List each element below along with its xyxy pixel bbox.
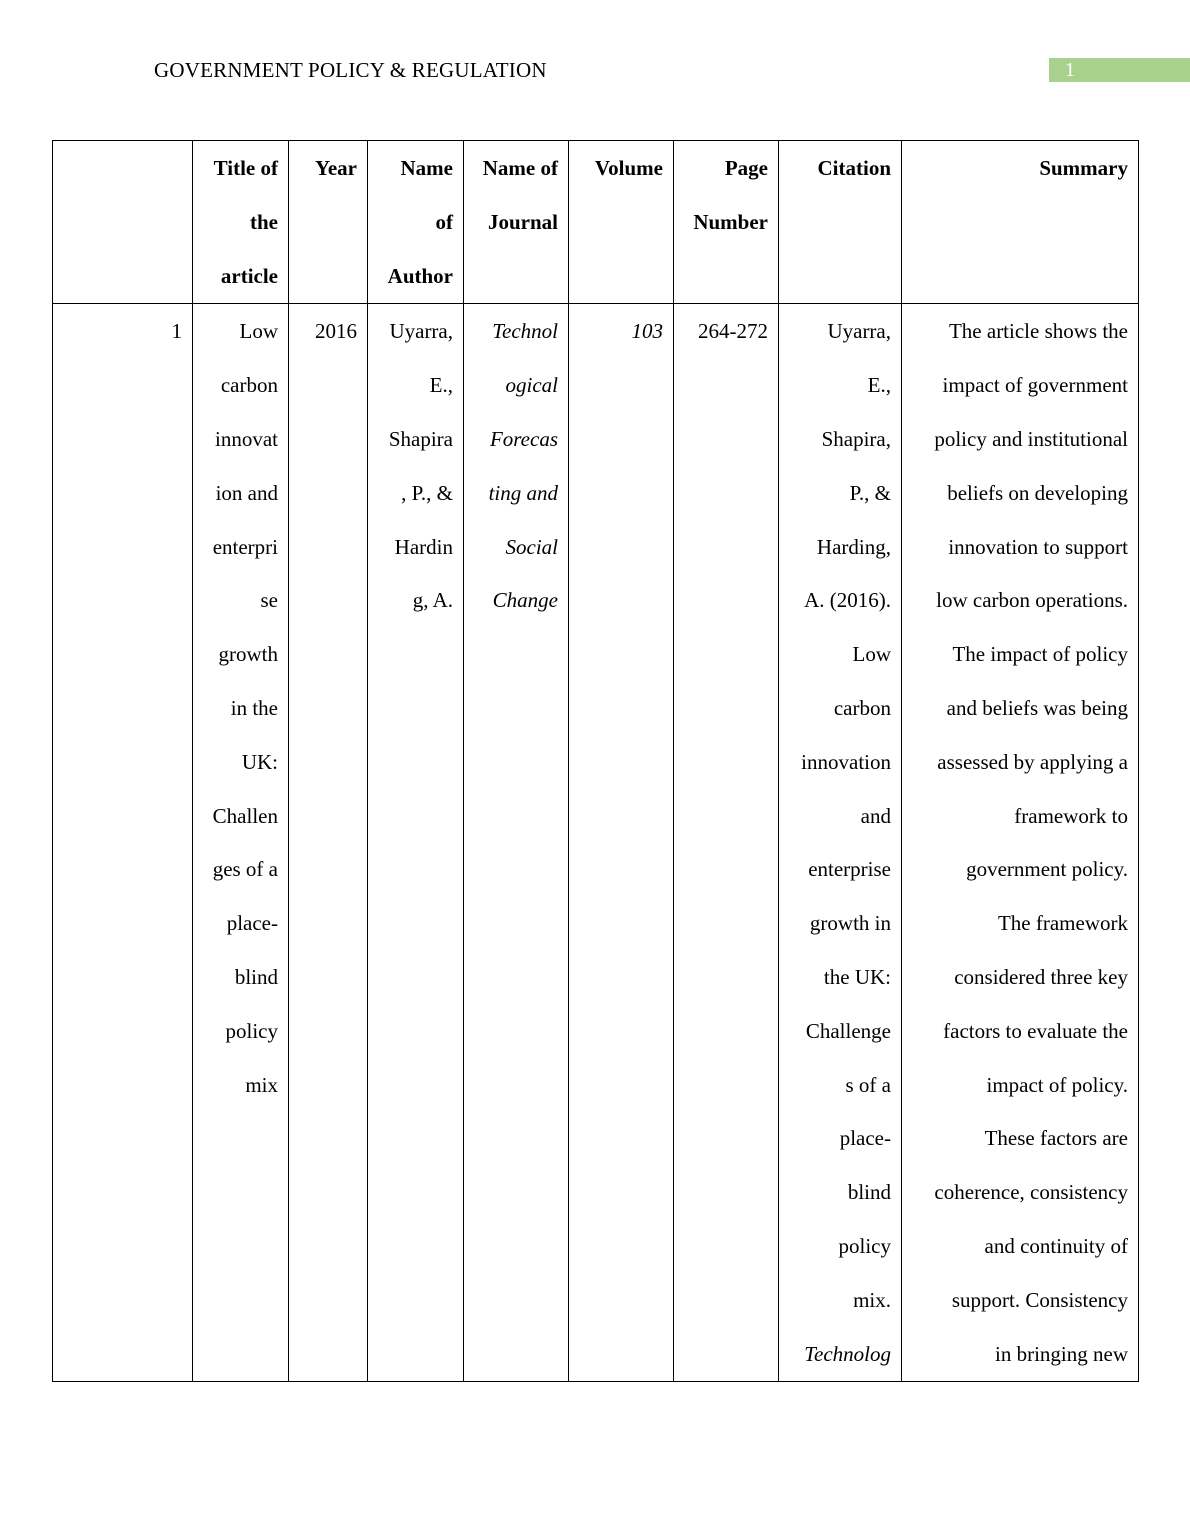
header-cell-citation xyxy=(779,141,902,304)
header-cell-year xyxy=(289,141,368,304)
summary-line: low carbon operations. xyxy=(936,588,1128,613)
summary-line: in bringing new xyxy=(995,1341,1128,1366)
summary-line: factors to evaluate the xyxy=(943,1018,1128,1043)
summary-line: beliefs on developing xyxy=(947,480,1128,505)
header-line: Page xyxy=(724,156,768,180)
header-cell-author xyxy=(368,141,464,304)
volume-value: 103 xyxy=(631,319,663,344)
summary-line: These factors are xyxy=(984,1126,1128,1151)
citation-line: enterprise xyxy=(808,857,891,882)
title-line: growth xyxy=(218,642,278,667)
citation-line: s of a xyxy=(845,1072,891,1097)
table-row xyxy=(53,304,1139,1382)
citation-line: A. (2016). xyxy=(804,588,891,613)
header-line: the xyxy=(250,209,278,234)
header-line: Author xyxy=(387,263,453,288)
title-line: carbon xyxy=(220,373,278,398)
journal-line: Technol xyxy=(492,319,558,344)
header-line: Name xyxy=(400,156,453,180)
journal-line: ogical xyxy=(505,373,558,398)
summary-line: considered three key xyxy=(954,964,1128,989)
citation-line: E., xyxy=(867,373,891,398)
author-line: , P., & xyxy=(401,480,453,505)
summary-line: The framework xyxy=(997,911,1128,936)
title-line: policy xyxy=(225,1018,278,1043)
header-cell-volume xyxy=(569,141,674,304)
summary-line: support. Consistency xyxy=(951,1287,1128,1312)
header-line: article xyxy=(220,263,278,288)
header-cell-summary xyxy=(902,141,1139,304)
header-cell-index xyxy=(53,141,193,304)
row-index: 1 xyxy=(171,319,182,344)
header-line: Name of xyxy=(482,156,558,180)
header-line: Volume xyxy=(594,156,663,180)
title-line: UK: xyxy=(241,749,278,774)
title-line: Challen xyxy=(212,803,278,828)
title-line: innovat xyxy=(215,426,278,451)
cell-volume xyxy=(569,304,674,1382)
cell-citation xyxy=(779,304,902,1382)
citation-line: growth in xyxy=(809,911,891,936)
header-line: Summary xyxy=(1039,156,1128,180)
literature-table xyxy=(52,140,1139,1382)
title-line: ion and xyxy=(215,480,278,505)
citation-line: policy xyxy=(838,1233,891,1258)
header-line: Number xyxy=(693,209,768,234)
citation-line: innovation xyxy=(801,749,891,774)
title-line: se xyxy=(260,588,278,613)
author-line: g, A. xyxy=(412,588,453,613)
summary-line: and beliefs was being xyxy=(946,695,1128,720)
author-line: Uyarra, xyxy=(389,319,453,344)
citation-line: Challenge xyxy=(805,1018,891,1043)
summary-line: The impact of policy xyxy=(952,642,1128,667)
citation-line: Low xyxy=(852,642,891,667)
citation-line: and xyxy=(860,803,891,828)
cell-summary xyxy=(902,304,1139,1382)
citation-line: P., & xyxy=(849,480,891,505)
cell-index xyxy=(53,304,193,1382)
summary-line: coherence, consistency xyxy=(934,1180,1128,1205)
title-line: blind xyxy=(234,964,278,989)
summary-line: government policy. xyxy=(966,857,1128,882)
year-value: 2016 xyxy=(315,319,357,344)
header-line: Journal xyxy=(487,209,558,234)
summary-line: and continuity of xyxy=(984,1233,1128,1258)
citation-line: Uyarra, xyxy=(827,319,891,344)
summary-line: impact of policy. xyxy=(986,1072,1128,1097)
header-cell-title xyxy=(193,141,289,304)
running-header-title: GOVERNMENT POLICY & REGULATION xyxy=(154,58,547,82)
journal-line: Forecas xyxy=(489,426,558,451)
table-header-row xyxy=(53,141,1139,304)
journal-line: Change xyxy=(492,588,558,613)
header-cell-journal xyxy=(464,141,569,304)
header-line: Citation xyxy=(817,156,891,180)
summary-line: assessed by applying a xyxy=(937,749,1128,774)
header-line: Title of xyxy=(213,156,278,180)
citation-line: Shapira, xyxy=(821,426,891,451)
citation-line: place- xyxy=(839,1126,891,1151)
citation-line: mix. xyxy=(853,1287,891,1312)
title-line: place- xyxy=(226,911,278,936)
summary-line: The article shows the xyxy=(948,319,1128,344)
author-line: Hardin xyxy=(394,534,453,559)
citation-line: carbon xyxy=(833,695,891,720)
summary-line: policy and institutional xyxy=(934,426,1128,451)
header-line: Year xyxy=(315,156,357,180)
cell-journal xyxy=(464,304,569,1382)
title-line: ges of a xyxy=(212,857,278,882)
title-line: mix xyxy=(245,1072,278,1097)
author-line: E., xyxy=(429,373,453,398)
journal-line: ting and xyxy=(488,480,558,505)
cell-author xyxy=(368,304,464,1382)
pages-value: 264-272 xyxy=(698,319,768,344)
citation-line: Harding, xyxy=(816,534,891,559)
title-line: enterpri xyxy=(212,534,278,559)
header-line: of xyxy=(435,209,453,234)
cell-pages xyxy=(674,304,779,1382)
title-line: Low xyxy=(239,319,278,344)
citation-journal-line: Technolog xyxy=(804,1341,891,1366)
header-cell-pages xyxy=(674,141,779,304)
cell-title xyxy=(193,304,289,1382)
author-line: Shapira xyxy=(388,426,453,451)
citation-line: blind xyxy=(847,1180,891,1205)
citation-line: the UK: xyxy=(823,964,891,989)
summary-line: innovation to support xyxy=(948,534,1128,559)
cell-year xyxy=(289,304,368,1382)
summary-line: framework to xyxy=(1014,803,1128,828)
title-line: in the xyxy=(230,695,278,720)
journal-line: Social xyxy=(505,534,558,559)
page-number: 1 xyxy=(1049,58,1190,82)
summary-line: impact of government xyxy=(942,373,1128,398)
